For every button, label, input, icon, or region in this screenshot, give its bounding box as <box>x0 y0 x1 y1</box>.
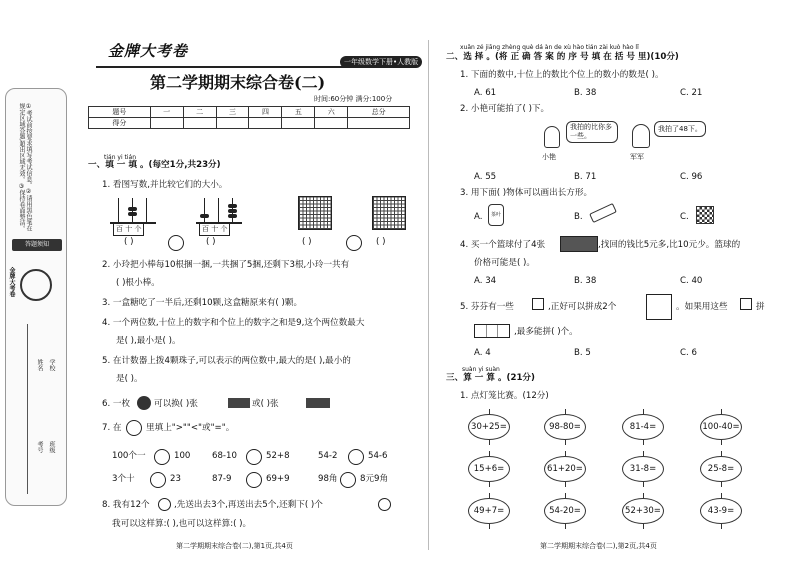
write-line <box>27 324 28 494</box>
abacus-2 <box>196 198 242 224</box>
header-tag: 一年级数学下册•人教版 <box>340 56 422 68</box>
answer-blank[interactable]: ( ) <box>376 237 386 247</box>
score-cell: 得分 <box>89 118 151 129</box>
q5-text-2: 是( )。 <box>116 374 143 384</box>
name-xiaoyan: 小艳 <box>542 153 556 161</box>
score-input[interactable] <box>348 118 410 129</box>
score-table <box>88 106 410 129</box>
s2-q3-opt-b[interactable]: B. <box>574 212 583 222</box>
s2-q5: 5. 芬芬有一些 <box>460 302 514 312</box>
lantern[interactable]: 52+30= <box>622 498 664 524</box>
small-cube-icon <box>740 298 752 310</box>
s2-q4-opt-a[interactable]: A. 34 <box>474 276 497 286</box>
small-cube-icon <box>532 298 544 310</box>
cmp-left: 98角 <box>318 474 338 484</box>
q7-text-2: 里填上">""<"或"="。 <box>146 423 235 433</box>
compare-circle[interactable] <box>150 472 166 488</box>
name-junjun: 军军 <box>630 153 644 161</box>
s2-q1-opt-b[interactable]: B. 38 <box>574 88 597 98</box>
score-cell: 题号 <box>89 107 151 118</box>
s2-q3-opt-c[interactable]: C. <box>680 212 689 222</box>
cmp-left: 100个一 <box>112 451 146 461</box>
q6-text-c: 或( )张 <box>252 399 279 409</box>
lantern[interactable]: 31-8= <box>622 456 664 482</box>
s2-q2: 2. 小艳可能拍了( )下。 <box>460 104 550 114</box>
banknote-icon <box>228 398 250 408</box>
s2-q3: 3. 用下面( )物体可以画出长方形。 <box>460 188 593 198</box>
q8-text-a: 8. 我有12个 <box>102 500 150 510</box>
cmp-right: 69+9 <box>266 474 290 484</box>
sidebar-label-top: 答题须知 <box>12 239 62 251</box>
score-input[interactable] <box>183 118 216 129</box>
s2-q3-opt-a[interactable]: A. <box>474 212 483 222</box>
answer-blank[interactable]: ( ) <box>302 237 312 247</box>
s2-q5-opt-a[interactable]: A. 4 <box>474 348 491 358</box>
q2-text: 2. 小玲把小棒每10根捆一捆,一共捆了5捆,还剩下3根,小玲一共有 <box>102 260 350 270</box>
answer-blank[interactable]: ( ) <box>124 237 134 247</box>
compare-circle[interactable] <box>168 235 184 251</box>
q6-text-b: 可以换( )张 <box>154 399 198 409</box>
q4-text: 4. 一个两位数,十位上的数字和个位上的数字之和是9,这个两位数最大 <box>102 318 365 328</box>
q4-text-2: 是( ),最小是( )。 <box>116 336 181 346</box>
lantern[interactable]: 54-20= <box>544 498 586 524</box>
q2-text-2: ( )根小棒。 <box>116 278 160 288</box>
lantern[interactable]: 30+25= <box>468 414 510 440</box>
eraser-icon <box>589 203 617 223</box>
hundred-grid-2 <box>372 196 406 230</box>
cuboid-icon <box>474 324 510 338</box>
header-rule <box>96 66 412 68</box>
s2-q2-opt-c[interactable]: C. 96 <box>680 172 703 182</box>
field-school: 学校 <box>48 359 55 371</box>
q5-text: 5. 在计数器上拨4颗珠子,可以表示的两位数中,最大的是( ),最小的 <box>102 356 351 366</box>
time-info: 时间:60分钟 满分:100分 <box>314 95 393 103</box>
lantern[interactable]: 98-80= <box>544 414 586 440</box>
score-input[interactable] <box>150 118 183 129</box>
section2-heading: 二、选 择 。(将 正 确 答 案 的 序 号 填 在 括 号 里)(10分) <box>446 52 679 62</box>
score-input[interactable] <box>249 118 282 129</box>
abacus-1-labels: 百 十 个 <box>113 223 144 236</box>
q7-text: 7. 在 <box>102 423 122 433</box>
cmp-right: 100 <box>174 451 191 461</box>
s2-q1-opt-c[interactable]: C. 21 <box>680 88 703 98</box>
s2-q5-d: 拼 <box>756 302 765 312</box>
q8-text-c: 我可以这样算:( ),也可以这样算:( )。 <box>112 519 252 529</box>
section2-pinyin: xuǎn zé jiāng zhèng què dá àn de xù hào tián zài kuò hào lǐ <box>460 44 639 51</box>
s2-q1-opt-a[interactable]: A. 61 <box>474 88 497 98</box>
cmp-right: 54-6 <box>368 451 388 461</box>
banknotes-icon <box>560 236 598 252</box>
compare-circle[interactable] <box>246 449 262 465</box>
score-cell: 一 <box>150 107 183 118</box>
compare-circle[interactable] <box>348 449 364 465</box>
cmp-right: 52+8 <box>266 451 290 461</box>
s2-q2-opt-b[interactable]: B. 71 <box>574 172 597 182</box>
page-divider <box>428 40 429 550</box>
lantern[interactable]: 100-40= <box>700 414 742 440</box>
section1-pinyin: tián yi tián <box>104 154 137 161</box>
rubiks-cube-icon <box>696 206 714 224</box>
compare-circle[interactable] <box>154 449 170 465</box>
field-name: 姓名 <box>36 359 43 371</box>
s2-q5-c: 。如果用这些 <box>676 302 728 312</box>
lantern[interactable]: 15+6= <box>468 456 510 482</box>
coin-icon <box>137 396 151 410</box>
cmp-left: 3个十 <box>112 474 135 484</box>
sidebar-notes: ①考试前按要求填写考试信息。②请用黑色笔在规定区域答题,超出区域无效。③保持卷面整洁。 <box>18 103 32 232</box>
field-no: 考号 <box>36 441 43 453</box>
score-cell: 三 <box>216 107 249 118</box>
score-cell: 总分 <box>348 107 410 118</box>
footer-left: 第二学期期末综合卷(二),第1页,共4页 <box>176 542 293 550</box>
score-input[interactable] <box>315 118 348 129</box>
brand-logo: 金牌大考卷 <box>108 42 189 60</box>
s2-q4-c: 价格可能是( )。 <box>474 258 535 268</box>
abacus-1 <box>110 198 156 224</box>
apple-icon <box>158 498 171 511</box>
hundred-grid-1 <box>298 196 332 230</box>
section1-heading: 一、填 一 填 。(每空1分,共23分) <box>88 160 221 170</box>
page-title: 第二学期期末综合卷(二) <box>150 73 326 92</box>
score-input[interactable] <box>282 118 315 129</box>
cmp-left: 54-2 <box>318 451 338 461</box>
s2-q5-b: ,正好可以拼成2个 <box>548 302 617 312</box>
lantern[interactable]: 43-9= <box>700 498 742 524</box>
cmp-left: 68-10 <box>212 451 237 461</box>
s2-q5-opt-b[interactable]: B. 5 <box>574 348 591 358</box>
score-cell: 六 <box>315 107 348 118</box>
q8-text-b: ,先送出去3个,再送出去5个,还剩下( )个 <box>174 500 323 510</box>
score-cell: 二 <box>183 107 216 118</box>
boy-icon <box>632 124 650 148</box>
answer-blank[interactable]: ( ) <box>206 237 216 247</box>
s2-q5-e: ,最多能拼( )个。 <box>514 327 578 337</box>
s2-q1: 1. 下面的数中,十位上的数比个位上的数小的数是( )。 <box>460 70 664 80</box>
circle-icon <box>126 420 142 436</box>
banknote-icon <box>306 398 330 408</box>
score-cell: 四 <box>249 107 282 118</box>
binding-sidebar <box>5 88 67 506</box>
section3-heading: 三、算 一 算 。(21分) <box>446 373 535 383</box>
score-input[interactable] <box>216 118 249 129</box>
field-class: 班级 <box>48 441 55 453</box>
footer-right: 第二学期期末综合卷(二),第2页,共4页 <box>540 542 657 550</box>
lantern[interactable]: 61+20= <box>544 456 586 482</box>
compare-circle[interactable] <box>340 472 356 488</box>
score-cell: 五 <box>282 107 315 118</box>
big-cube-icon <box>646 294 672 320</box>
speech-bubble-2: 我拍了48下。 <box>654 121 706 137</box>
s2-q4-b: ,找回的钱比5元多,比10元少。篮球的 <box>598 240 741 250</box>
abacus-2-labels: 百 十 个 <box>199 223 230 236</box>
section3-pinyin: suàn yi suàn <box>462 366 500 373</box>
logo-medal-icon <box>20 269 52 301</box>
girl-icon <box>544 126 560 148</box>
cmp-right: 23 <box>170 474 181 484</box>
s3-q1: 1. 点灯笼比赛。(12分) <box>460 391 549 401</box>
q3-text: 3. 一盒糖吃了一半后,还剩10颗,这盒糖原来有( )颗。 <box>102 298 303 308</box>
s2-q4: 4. 买一个篮球付了4张 <box>460 240 546 250</box>
s2-q4-opt-c[interactable]: C. 40 <box>680 276 703 286</box>
tea-can-icon: 茶叶 <box>488 204 504 226</box>
compare-circle[interactable] <box>246 472 262 488</box>
lantern[interactable]: 49+7= <box>468 498 510 524</box>
lantern[interactable]: 81-4= <box>622 414 664 440</box>
compare-circle[interactable] <box>346 235 362 251</box>
lantern[interactable]: 25-8= <box>700 456 742 482</box>
q6-text-a: 6. 一枚 <box>102 399 131 409</box>
speech-bubble-1: 我拍的比你多一些。 <box>566 121 618 143</box>
q1-text: 1. 看图写数,并比较它们的大小。 <box>102 180 228 190</box>
s2-q5-opt-c[interactable]: C. 6 <box>680 348 697 358</box>
apple-icon <box>378 498 391 511</box>
s2-q2-opt-a[interactable]: A. 55 <box>474 172 497 182</box>
sidebar-label-mid: 金牌大考卷 <box>8 267 15 297</box>
cmp-left: 87-9 <box>212 474 232 484</box>
cmp-right: 8元9角 <box>360 474 389 484</box>
s2-q4-opt-b[interactable]: B. 38 <box>574 276 597 286</box>
